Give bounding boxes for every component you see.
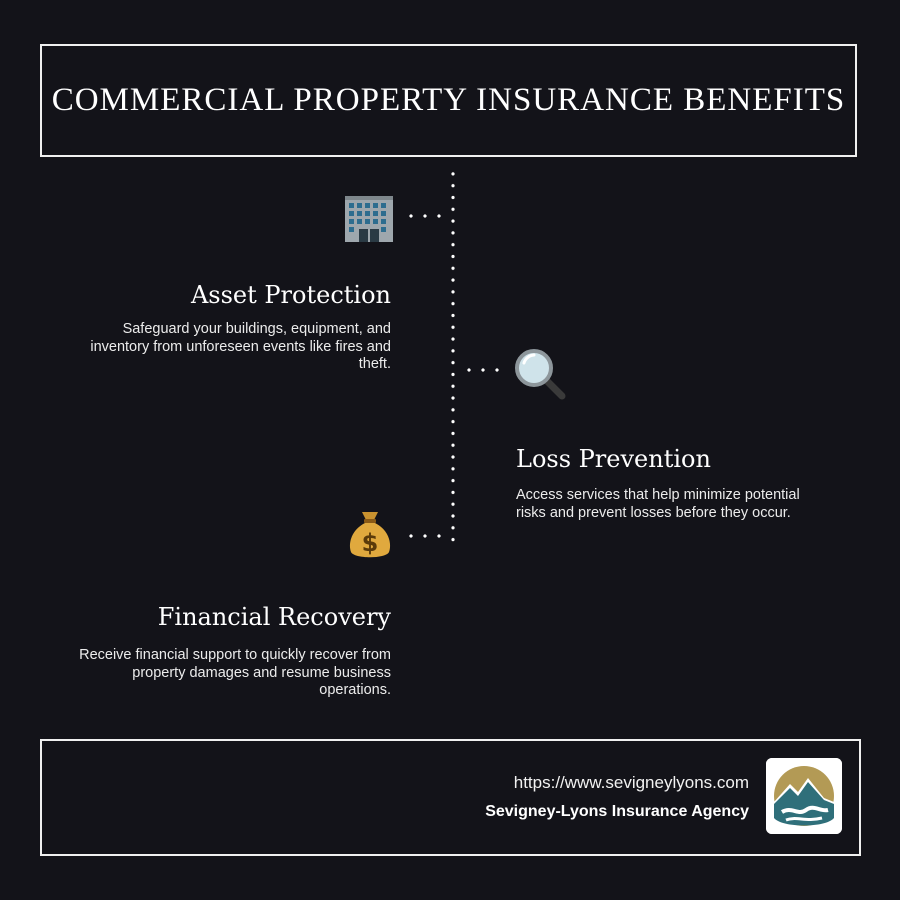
- magnifying-glass-icon: [512, 346, 568, 402]
- connector-loss-prevention: [462, 368, 504, 372]
- description-line: operations.: [319, 682, 391, 698]
- benefit-heading-asset-protection: Asset Protection: [190, 281, 391, 309]
- title-banner: [40, 44, 857, 157]
- description-line: risks and prevent losses before they occur.: [516, 504, 791, 521]
- footer: [40, 739, 861, 856]
- benefit-description-asset-protection: [31, 321, 391, 374]
- connector-asset-protection: [404, 214, 450, 218]
- benefit-heading-loss-prevention: Loss Prevention: [516, 445, 711, 473]
- benefit-description-financial-recovery: [11, 647, 391, 700]
- office-building-icon: [343, 192, 399, 248]
- description-line: theft.: [358, 356, 391, 372]
- page-title: COMMERCIAL PROPERTY INSURANCE BENEFITS: [51, 82, 846, 118]
- benefit-description-loss-prevention: [516, 487, 886, 522]
- description-line: Receive financial support to quickly recover from: [79, 647, 391, 663]
- benefit-heading-financial-recovery: Financial Recovery: [157, 603, 391, 631]
- money-bag-icon: [345, 508, 401, 564]
- svg-text:$: $: [361, 529, 379, 557]
- website-link[interactable]: https://www.sevigneylyons.com: [513, 773, 749, 792]
- description-line: property damages and resume business: [132, 664, 391, 681]
- mountain-river-logo-icon: [766, 758, 842, 834]
- description-line: Safeguard your buildings, equipment, and: [122, 321, 391, 337]
- connector-financial-recovery: [404, 534, 450, 538]
- description-line: Access services that help minimize potential: [516, 487, 800, 503]
- timeline-vertical-connector: [451, 168, 455, 544]
- description-line: inventory from unforeseen events like fires and: [90, 338, 391, 355]
- agency-name: Sevigney-Lyons Insurance Agency: [485, 803, 749, 820]
